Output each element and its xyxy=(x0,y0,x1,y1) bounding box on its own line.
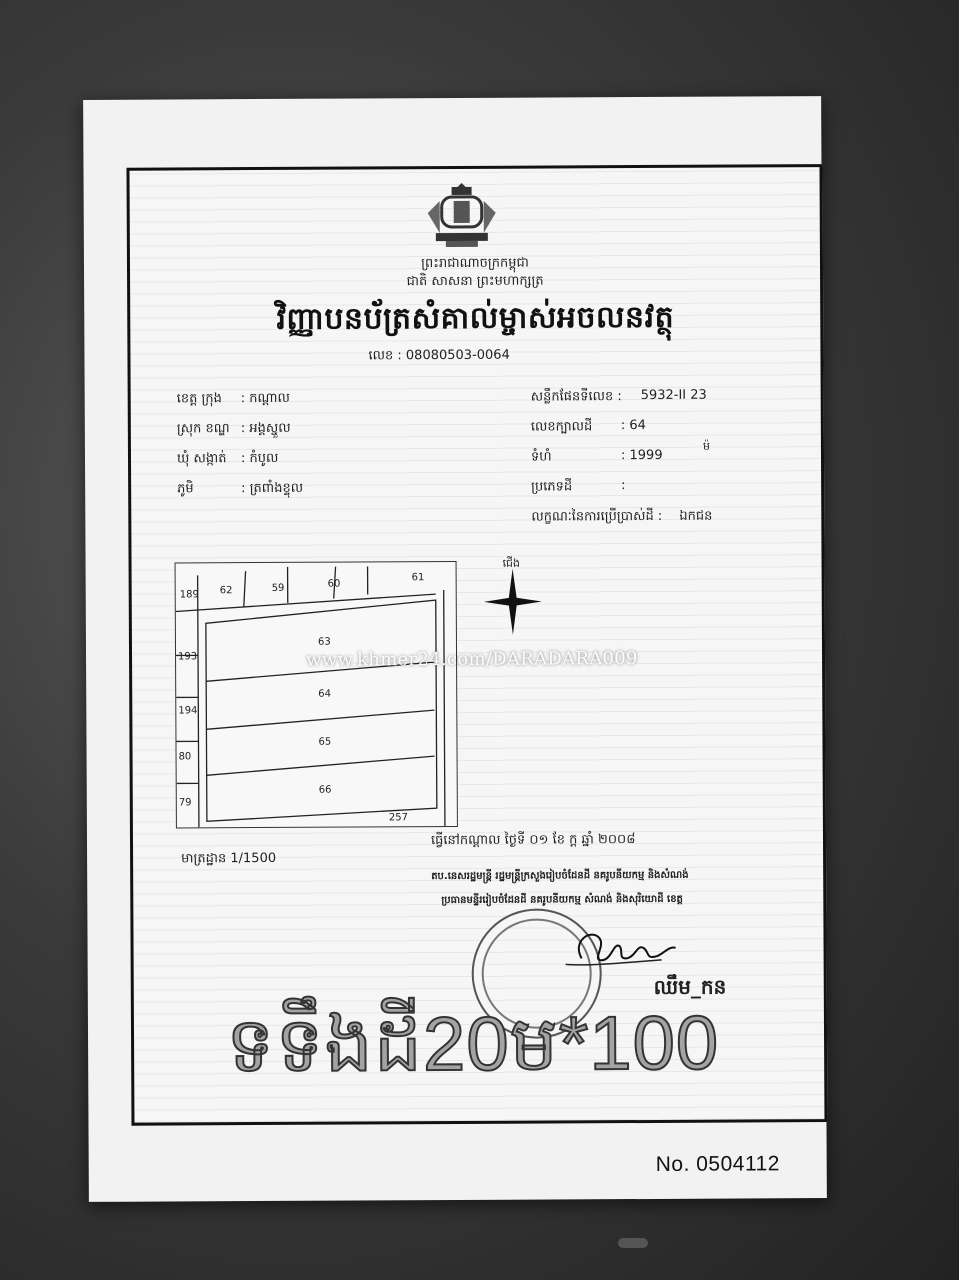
map-scale: មាត្រដ្ឋាន 1/1500 xyxy=(181,850,277,867)
certificate-paper xyxy=(83,96,827,1202)
land-type-label: ប្រភេទដី xyxy=(531,479,573,495)
parcel-map-drawing xyxy=(176,562,457,827)
parcel-map xyxy=(175,561,458,828)
land-use-label: លក្ខណៈនៃការប្រើប្រាស់ដី : xyxy=(531,508,663,525)
area-unit: ម៉ xyxy=(702,439,710,453)
national-motto: ជាតិ សាសនា ព្រះមហាក្សត្រ xyxy=(406,273,544,290)
province-label: ខេត្ត ក្រុង xyxy=(176,391,222,407)
parcel-label-80: 80 xyxy=(178,751,192,763)
parcel-label-193: 193 xyxy=(178,651,198,663)
village-label: ភូមិ xyxy=(177,481,194,497)
parcel-label-66: 66 xyxy=(318,784,332,796)
land-use-value: ឯកជន xyxy=(679,508,713,524)
commune-value: : កំបូល xyxy=(240,450,279,467)
parcel-number-label: លេខក្បាលដី xyxy=(530,419,593,435)
issue-date: ធ្វើនៅកណ្ដាល ថ្ងៃទី ០១ ខែ ក្ដ ឆ្នាំ ២០០៨ xyxy=(430,832,636,849)
province-value: : កណ្ដាល xyxy=(240,390,290,407)
parcel-label-65: 65 xyxy=(318,736,332,748)
watermark-text: www.khmer24.com/DARADARA009 xyxy=(306,648,638,671)
certificate-title: វិញ្ញាបនប័ត្រសំគាល់ម្ចាស់អចលនវត្ថុ xyxy=(276,299,675,337)
parcel-label-60: 60 xyxy=(327,578,341,590)
map-sheet-label: សន្លឹកផែនទីលេខ : xyxy=(530,389,622,405)
certificate-frame xyxy=(126,164,827,1126)
royal-emblem-icon xyxy=(422,183,502,249)
issuing-office-line-1: តប.នេសរដ្ឋមន្ត្រី រដ្ឋមន្ត្រីក្រសួងរៀបចំដែនដី នគរូបនីយកម្ម និងសំណង់ xyxy=(431,869,689,883)
district-label: ស្រុក ខណ្ឌ xyxy=(176,421,230,437)
certificate-number: លេខ : 08080503-0064 xyxy=(368,347,510,364)
parcel-label-64: 64 xyxy=(318,688,331,700)
parcel-label-79: 79 xyxy=(178,797,192,809)
parcel-label-189: 189 xyxy=(179,589,199,601)
commune-label: ឃុំ សង្កាត់ xyxy=(176,451,227,467)
area-label: ទំហំ xyxy=(530,449,552,465)
village-value: : ត្រពាំងខ្ទុល xyxy=(241,480,304,497)
parcel-label-61: 61 xyxy=(411,572,425,584)
table-mark xyxy=(618,1238,648,1248)
issuing-office-line-2: ប្រធានមន្ទីររៀបចំដែនដី នគរូបនីយកម្ម សំណង់ និងសុរិយោដី ខេត្ត xyxy=(441,893,683,907)
area-value: : 1999 xyxy=(620,447,663,464)
land-type-value: : xyxy=(621,478,626,494)
parcel-number-value: : 64 xyxy=(620,417,646,434)
signature-icon xyxy=(561,920,681,977)
parcel-label-257: 257 xyxy=(388,812,409,824)
north-arrow-icon xyxy=(484,569,542,635)
district-value: : អង្គស្នួល xyxy=(240,420,291,437)
parcel-label-63: 63 xyxy=(317,636,331,648)
map-sheet-value: 5932-II 23 xyxy=(640,387,707,404)
kingdom-name: ព្រះរាជាណាចក្រកម្ពុជា xyxy=(421,255,529,272)
signer-name: ឈឹម_កន xyxy=(653,974,727,999)
parcel-label-194: 194 xyxy=(178,705,198,717)
serial-number: No. 0504112 xyxy=(655,1152,780,1176)
parcel-label-62: 62 xyxy=(219,585,233,597)
land-size-overlay: ទទឹងដី20ម*100 xyxy=(225,1000,720,1089)
north-label: ជើង xyxy=(502,556,521,570)
parcel-label-59: 59 xyxy=(271,582,285,594)
